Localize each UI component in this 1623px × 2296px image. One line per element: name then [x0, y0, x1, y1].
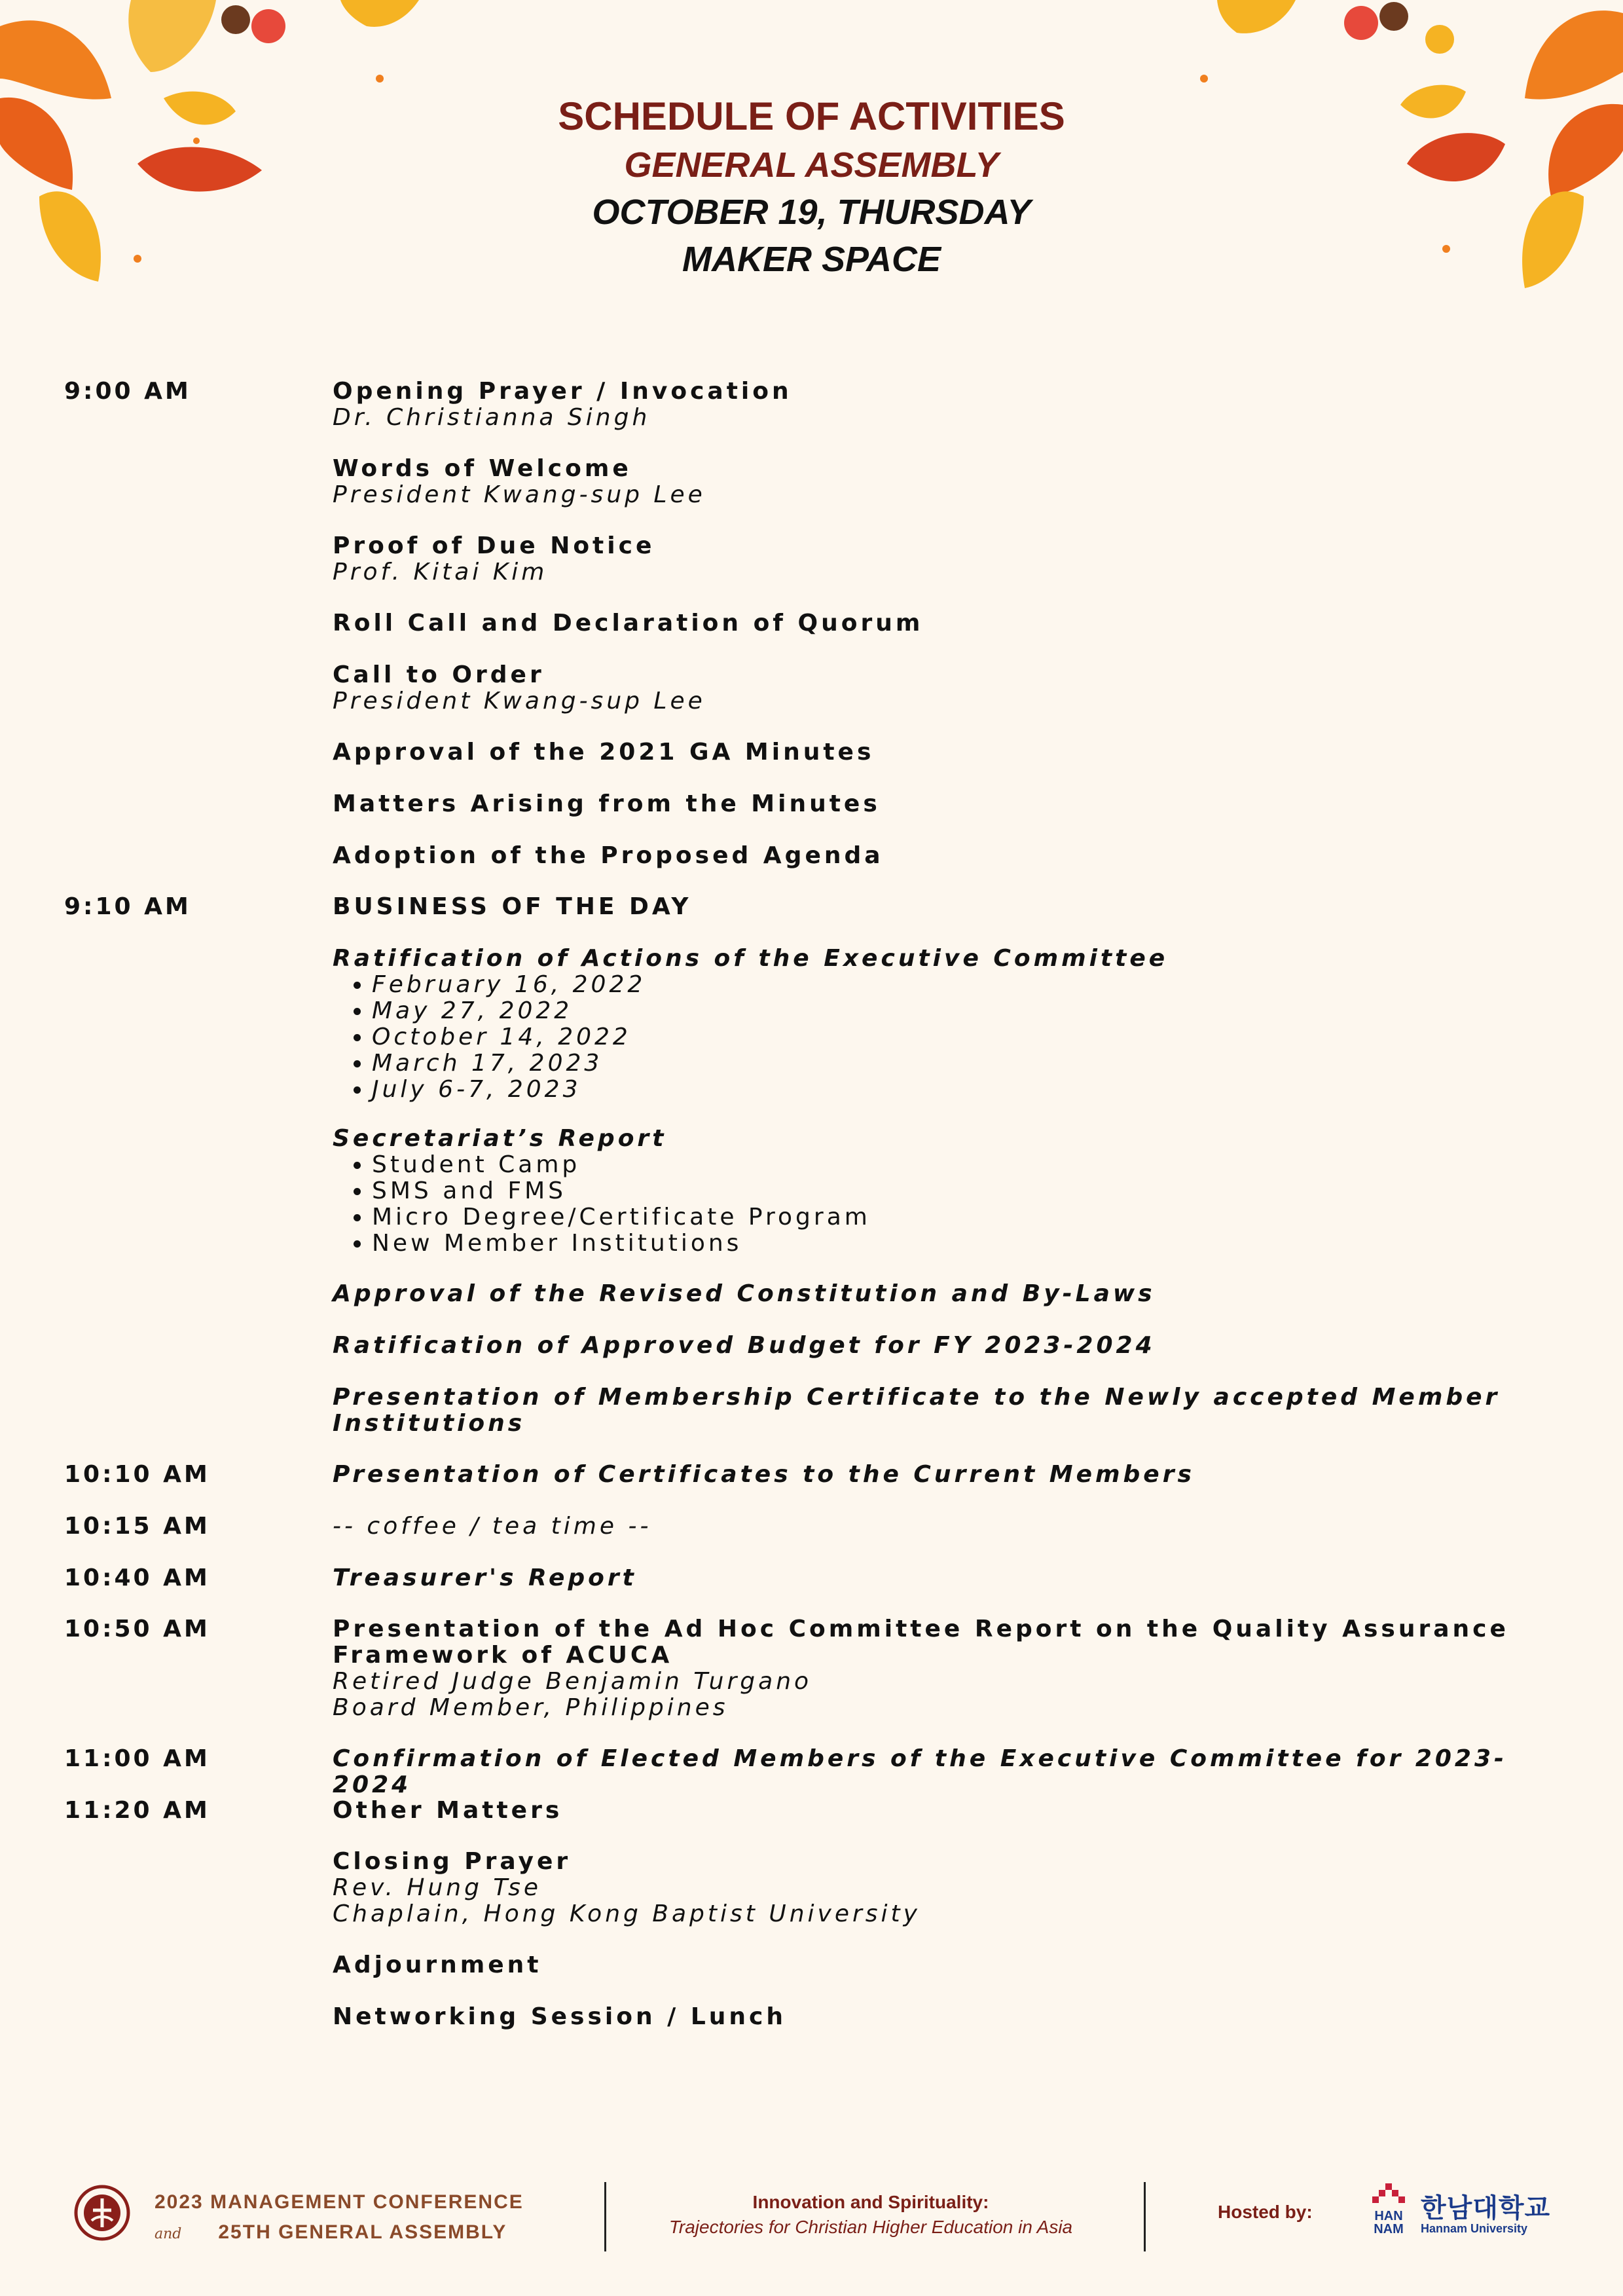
time-label: 10:40 AM	[64, 1565, 210, 1591]
agenda-item	[333, 379, 1577, 431]
agenda-item-title: Presentation of Certificates to the Current Members	[333, 1461, 1195, 1488]
list-item: • Micro Degree/Certificate Program	[372, 1204, 1577, 1231]
time-label: 9:10 AM	[64, 893, 191, 920]
footer-divider	[604, 2182, 606, 2251]
agenda-item	[333, 1746, 1577, 1798]
agenda-item	[333, 1952, 1577, 1978]
conjunction: and	[155, 2226, 182, 2242]
agenda-item-speaker: President Kwang-sup Lee	[333, 481, 706, 508]
agenda-item-title: Ratification of Actions of the Executive Committee	[333, 945, 1169, 972]
agenda-item	[333, 894, 1577, 920]
agenda-item-role: Chaplain, Hong Kong Baptist University	[333, 1900, 921, 1927]
agenda-item-title: Presentation of the Ad Hoc Committee Report on the Quality Assurance Framework of ACUCA	[333, 1616, 1509, 1669]
list-item: • July 6-7, 2023	[372, 1077, 1577, 1103]
conference-line-2: 25TH GENERAL ASSEMBLY	[218, 2221, 507, 2243]
date-list	[333, 972, 1577, 1103]
page-footer	[0, 2161, 1623, 2259]
agenda-item-title: Presentation of Membership Certificate to the Newly accepted Member Institutions	[333, 1384, 1501, 1437]
conference-name	[155, 2187, 524, 2250]
agenda-item-title: Adjournment	[333, 1952, 542, 1978]
time-label: 11:00 AM	[64, 1745, 210, 1772]
host-english-name: Hannam University	[1421, 2222, 1528, 2235]
agenda-item	[333, 1126, 1577, 1257]
agenda-item-speaker: President Kwang-sup Lee	[333, 688, 706, 714]
agenda-item	[333, 843, 1577, 869]
agenda-item	[333, 1849, 1577, 1927]
agenda-item-title: Approval of the Revised Constitution and By-Laws	[333, 1280, 1156, 1307]
host-university-name	[1421, 2195, 1550, 2236]
agenda-item	[333, 739, 1577, 766]
agenda-item-title: Ratification of Approved Budget for FY 2023-2024	[333, 1332, 1156, 1359]
list-item: • October 14, 2022	[372, 1024, 1577, 1050]
agenda-item	[333, 946, 1577, 1103]
agenda-item-title: Words of Welcome	[333, 455, 632, 482]
svg-text:HAN: HAN	[1374, 2209, 1403, 2223]
agenda-item	[333, 662, 1577, 714]
agenda-item-role: Board Member, Philippines	[333, 1694, 729, 1721]
page-title: SCHEDULE OF ACTIVITIES	[558, 94, 1065, 138]
list-item: • May 27, 2022	[372, 998, 1577, 1024]
agenda-item-title: Networking Session / Lunch	[333, 2003, 786, 2030]
agenda-item-title: -- coffee / tea time --	[333, 1513, 652, 1540]
agenda-item	[333, 610, 1577, 637]
time-label: 11:20 AM	[64, 1797, 210, 1824]
page-header	[0, 92, 1623, 283]
agenda-item-title: Confirmation of Elected Members of the Executive Committee for 2023-2024	[333, 1745, 1507, 1798]
theme-subtitle: Trajectories for Christian Higher Education in Asia	[668, 2217, 1073, 2237]
time-label: 10:10 AM	[64, 1461, 210, 1488]
conference-theme	[615, 2190, 1126, 2240]
hannam-university-logo-icon	[1366, 2183, 1412, 2236]
theme-title: Innovation and Spirituality:	[752, 2192, 989, 2212]
agenda-item-title: Call to Order	[333, 661, 545, 688]
agenda-item	[333, 1281, 1577, 1307]
hosted-by-label: Hosted by:	[1218, 2202, 1313, 2222]
agenda-item	[333, 791, 1577, 817]
agenda-item	[333, 1798, 1577, 1824]
agenda-item	[333, 1462, 1577, 1488]
list-item: • SMS and FMS	[372, 1178, 1577, 1204]
list-item: • March 17, 2023	[372, 1050, 1577, 1077]
event-venue: MAKER SPACE	[682, 240, 941, 279]
agenda-item-title: Matters Arising from the Minutes	[333, 790, 881, 817]
agenda-item-title: Approval of the 2021 GA Minutes	[333, 739, 875, 766]
svg-text:NAM: NAM	[1374, 2222, 1404, 2236]
agenda-item-speaker: Retired Judge Benjamin Turgano	[333, 1668, 812, 1695]
agenda-item-title: Opening Prayer / Invocation	[333, 378, 792, 405]
agenda-item-title: Other Matters	[333, 1797, 563, 1824]
page-subtitle: GENERAL ASSEMBLY	[624, 145, 999, 185]
list-item: • Student Camp	[372, 1152, 1577, 1178]
agenda-item-title: Closing Prayer	[333, 1848, 572, 1875]
agenda-item-speaker: Rev. Hung Tse	[333, 1874, 542, 1901]
event-date: OCTOBER 19, THURSDAY	[592, 193, 1031, 232]
agenda-item	[333, 1565, 1577, 1591]
agenda-item-speaker: Prof. Kitai Kim	[333, 559, 548, 585]
agenda-item	[333, 1384, 1577, 1437]
acuca-logo-icon	[73, 2184, 131, 2242]
agenda-item-title: Roll Call and Declaration of Quorum	[333, 610, 924, 637]
agenda-item-title: Proof of Due Notice	[333, 532, 655, 559]
agenda-item-title: Adoption of the Proposed Agenda	[333, 842, 884, 869]
footer-divider	[1144, 2182, 1146, 2251]
agenda-item	[333, 533, 1577, 585]
time-label: 9:00 AM	[64, 378, 191, 405]
host-korean-name: 한남대학교	[1421, 2194, 1551, 2223]
bullet-list	[333, 1152, 1577, 1257]
conference-line-1: 2023 MANAGEMENT CONFERENCE	[155, 2191, 524, 2213]
list-item: • February 16, 2022	[372, 972, 1577, 998]
time-label: 10:50 AM	[64, 1616, 210, 1642]
time-label: 10:15 AM	[64, 1513, 210, 1540]
agenda-item	[333, 1513, 1577, 1540]
agenda-item	[333, 2004, 1577, 2030]
agenda-item-title: Secretariat’s Report	[333, 1125, 667, 1152]
list-item: • New Member Institutions	[372, 1231, 1577, 1257]
agenda-item-speaker: Dr. Christianna Singh	[333, 404, 651, 431]
agenda-item	[333, 456, 1577, 508]
agenda-item	[333, 1333, 1577, 1359]
agenda-item-title: BUSINESS OF THE DAY	[333, 893, 692, 920]
agenda-item-title: Treasurer's Report	[333, 1565, 637, 1591]
agenda-item	[333, 1616, 1577, 1721]
